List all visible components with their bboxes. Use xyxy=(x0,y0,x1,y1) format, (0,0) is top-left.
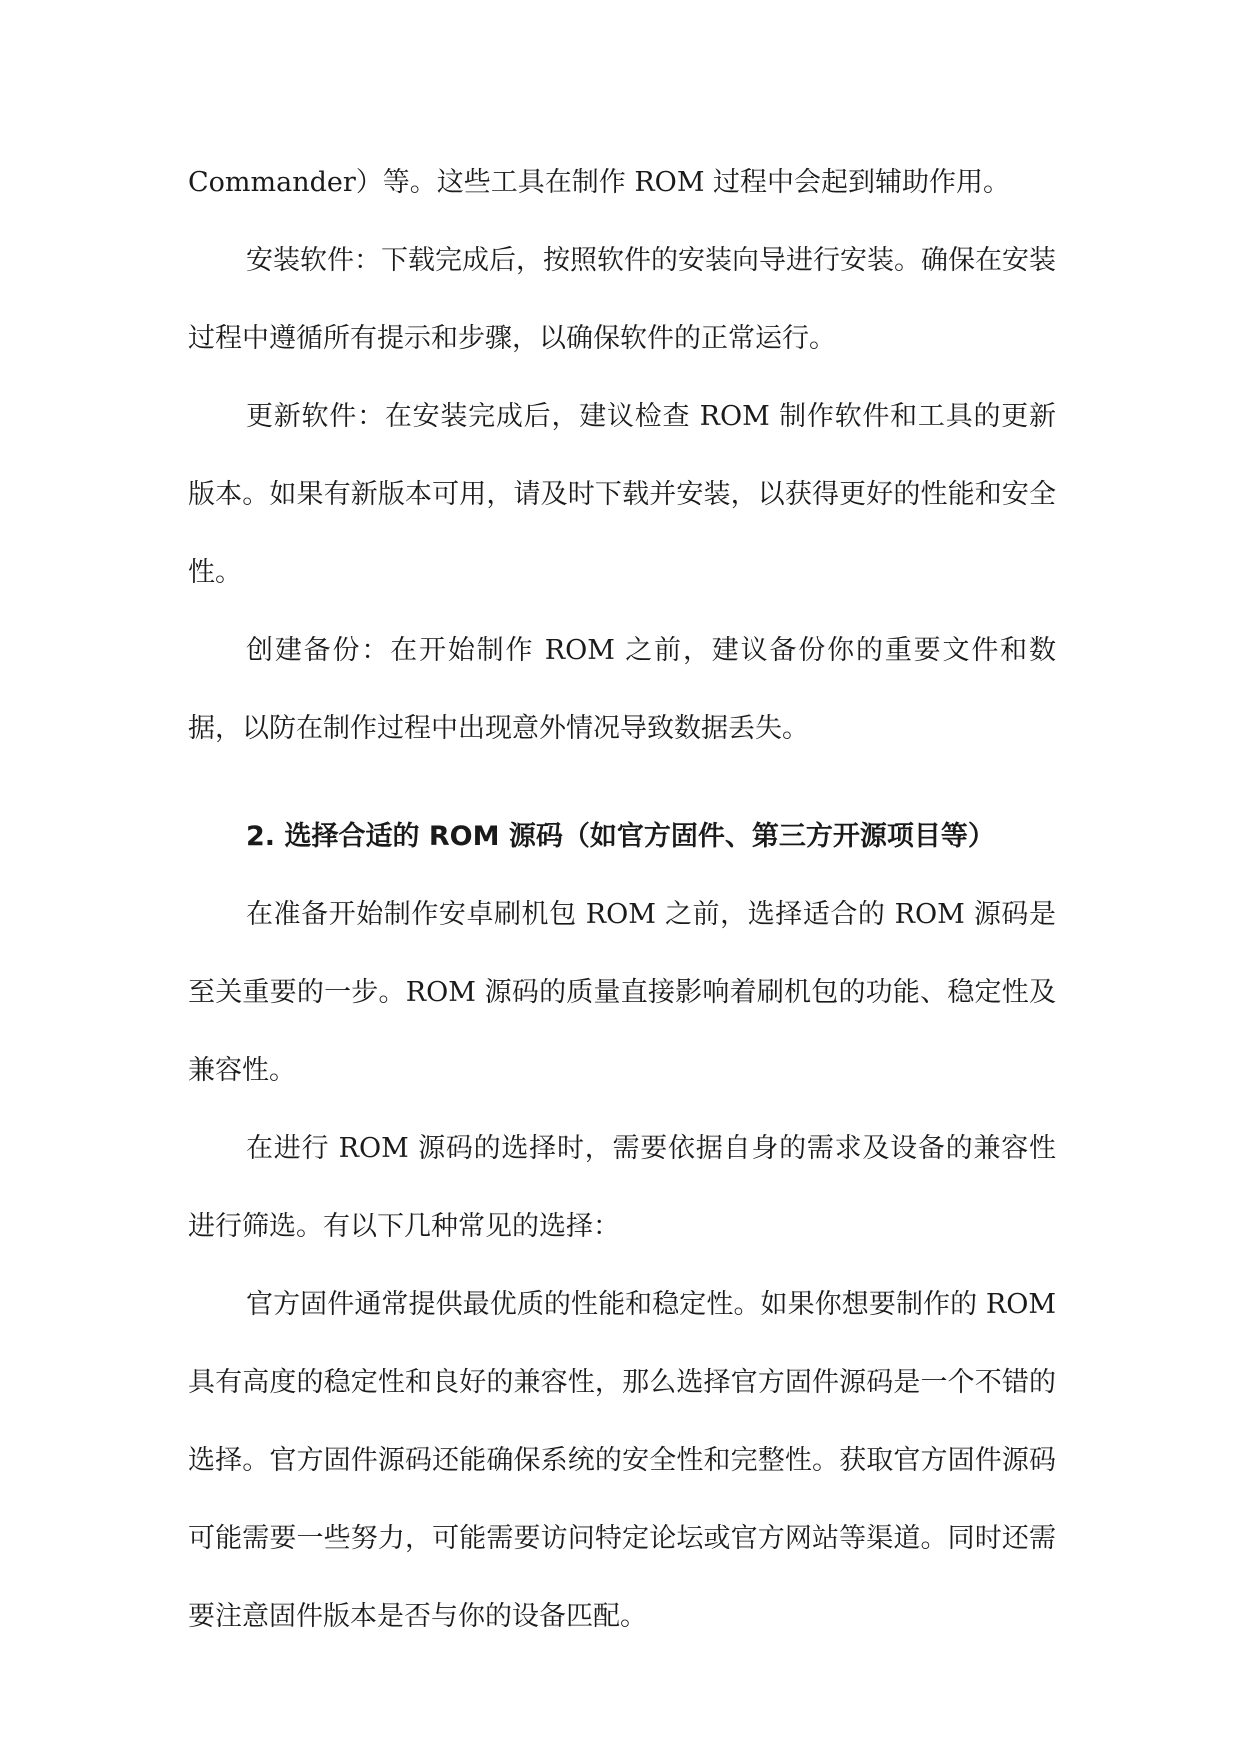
paragraph-update-software: 更新软件：在安装完成后，建议检查 ROM 制作软件和工具的更新版本。如果有新版本可用，请及时下载并安装，以获得更好的性能和安全性。 xyxy=(188,401,1056,588)
paragraph-official-firmware: 官方固件通常提供最优质的性能和稳定性。如果你想要制作的 ROM 具有高度的稳定性和良好的兼容性，那么选择官方固件源码是一个不错的选择。官方固件源码还能确保系统的安全性和完整性。获取官方固件源码可能需要一些努力，可能需要访问特定论坛或官方网站等渠道。同时还需要注意固件版本是否与你的设备匹配。 xyxy=(188,1289,1056,1632)
section-heading: 2. 选择合适的 ROM 源码（如官方固件、第三方开源项目等） xyxy=(246,821,995,852)
paragraph-rom-source-selection: 在进行 ROM 源码的选择时，需要依据自身的需求及设备的兼容性进行筛选。有以下几种常见的选择： xyxy=(188,1133,1056,1242)
paragraph-create-backup: 创建备份：在开始制作 ROM 之前，建议备份你的重要文件和数据，以防在制作过程中出现意外情况导致数据丢失。 xyxy=(188,635,1056,744)
paragraph-continuation: Commander）等。这些工具在制作 ROM 过程中会起到辅助作用。 xyxy=(188,167,1011,198)
paragraph-rom-source-intro: 在准备开始制作安卓刷机包 ROM 之前，选择适合的 ROM 源码是至关重要的一步。ROM 源码的质量直接影响着刷机包的功能、稳定性及兼容性。 xyxy=(188,899,1056,1086)
paragraph-install-software: 安装软件：下载完成后，按照软件的安装向导进行安装。确保在安装过程中遵循所有提示和步骤，以确保软件的正常运行。 xyxy=(188,245,1056,354)
document-body xyxy=(188,144,1056,1656)
